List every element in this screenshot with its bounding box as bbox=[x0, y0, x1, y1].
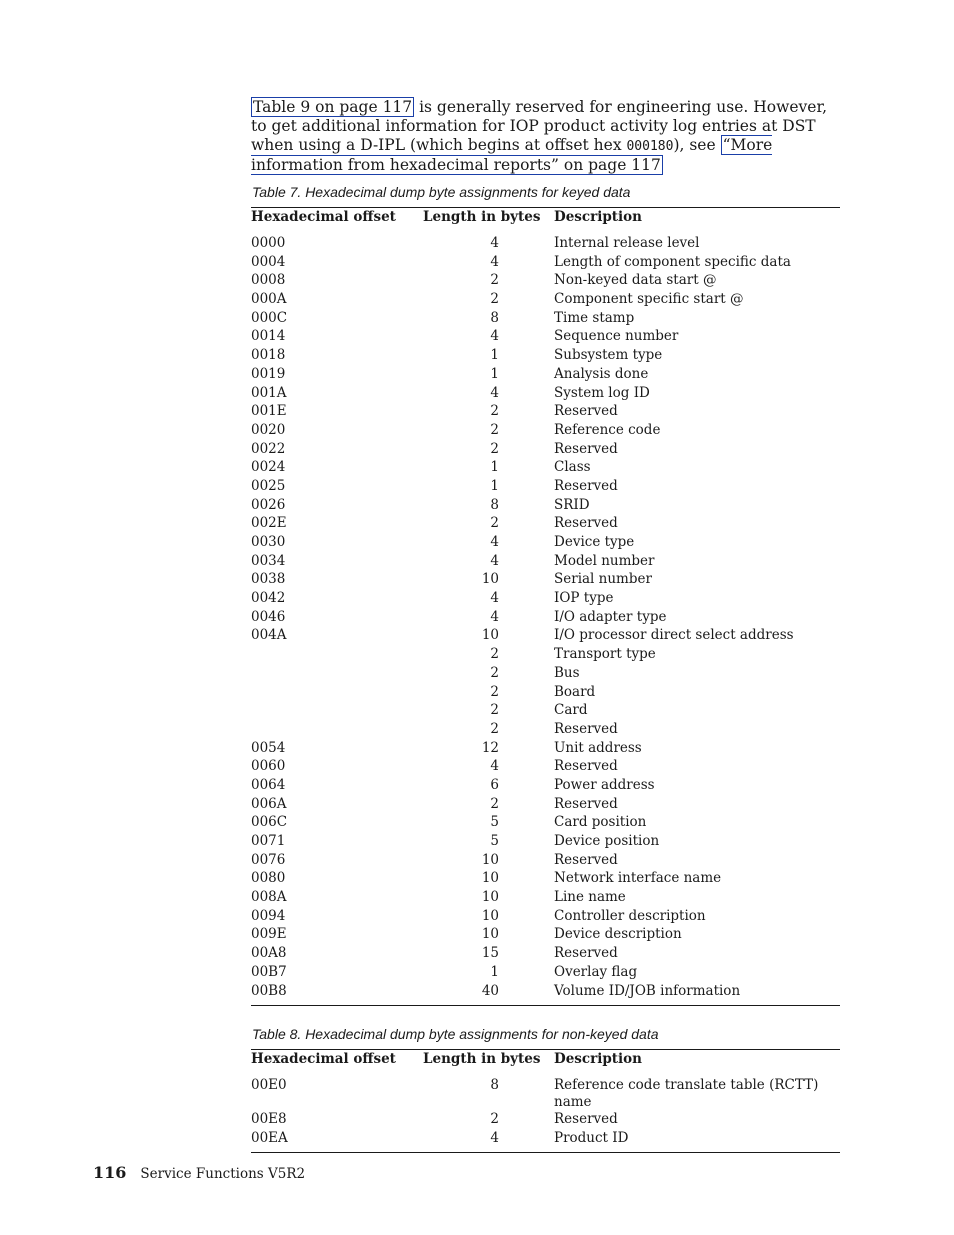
cell-description: Reference code bbox=[554, 421, 661, 438]
cell-offset: 0004 bbox=[251, 253, 286, 270]
cell-length-value: 2 bbox=[490, 646, 499, 663]
cell-description: Overlay flag bbox=[554, 963, 638, 980]
link-more-information[interactable]: “More information from hexadecimal reports” on page 117 bbox=[251, 136, 773, 174]
cell-description: System log ID bbox=[554, 384, 650, 401]
table7-header-row bbox=[251, 208, 840, 232]
table-row bbox=[251, 403, 840, 422]
header-description: Description bbox=[554, 1050, 840, 1074]
table-row bbox=[251, 231, 840, 254]
cell-length-value: 8 bbox=[490, 309, 499, 326]
table-row bbox=[251, 328, 840, 347]
table-row bbox=[251, 571, 840, 590]
cell-length-value: 5 bbox=[490, 814, 499, 831]
cell-description: IOP type bbox=[554, 590, 614, 607]
cell-length-value: 5 bbox=[490, 833, 499, 849]
table-row bbox=[251, 852, 840, 871]
cell-offset: 008A bbox=[251, 889, 287, 906]
cell-offset: 00E8 bbox=[251, 1111, 287, 1127]
cell-offset: 0022 bbox=[251, 440, 286, 457]
cell-length bbox=[423, 627, 554, 646]
cell-length-value: 40 bbox=[481, 982, 499, 999]
cell-length bbox=[423, 926, 554, 945]
table8-caption: Table 8. Hexadecimal dump byte assignments for non-keyed data bbox=[252, 1026, 659, 1042]
table-row bbox=[251, 889, 840, 908]
cell-offset: 001A bbox=[251, 384, 287, 401]
cell-length bbox=[423, 254, 554, 273]
cell-offset: 0000 bbox=[251, 235, 286, 251]
cell-length bbox=[423, 908, 554, 927]
cell-length-value: 2 bbox=[490, 702, 499, 719]
cell-description: Power address bbox=[554, 776, 655, 793]
cell-offset: 006A bbox=[251, 795, 287, 812]
table7-body bbox=[251, 231, 840, 1006]
cell-offset: 0020 bbox=[251, 421, 286, 438]
cell-length bbox=[423, 347, 554, 366]
table-row bbox=[251, 665, 840, 684]
cell-description: Serial number bbox=[554, 571, 652, 588]
table-row bbox=[251, 684, 840, 703]
cell-offset: 0080 bbox=[251, 870, 286, 887]
cell-offset: 001E bbox=[251, 403, 287, 420]
cell-length bbox=[423, 1111, 554, 1130]
cell-description: Reserved bbox=[554, 758, 618, 775]
cell-offset bbox=[251, 665, 423, 684]
intro-code-offset: 000180 bbox=[626, 139, 674, 154]
cell-length bbox=[423, 889, 554, 908]
cell-length-value: 1 bbox=[490, 459, 499, 476]
table-row bbox=[251, 870, 840, 889]
cell-length bbox=[423, 310, 554, 329]
cell-offset: 0042 bbox=[251, 590, 286, 607]
table-row bbox=[251, 908, 840, 927]
table-row bbox=[251, 385, 840, 404]
cell-description: Reserved bbox=[554, 1111, 618, 1127]
cell-length bbox=[423, 441, 554, 460]
cell-length bbox=[423, 459, 554, 478]
cell-offset bbox=[251, 721, 423, 740]
cell-length-value: 10 bbox=[481, 870, 499, 887]
cell-length bbox=[423, 272, 554, 291]
cell-length-value: 10 bbox=[481, 627, 499, 644]
cell-description: Sequence number bbox=[554, 328, 679, 345]
cell-description: Analysis done bbox=[554, 365, 649, 382]
table-row bbox=[251, 796, 840, 815]
cell-length bbox=[423, 945, 554, 964]
cell-offset: 006C bbox=[251, 814, 288, 831]
table-row bbox=[251, 926, 840, 945]
cell-length-value: 4 bbox=[490, 534, 499, 550]
cell-length-value: 4 bbox=[490, 253, 499, 270]
cell-length bbox=[423, 609, 554, 628]
cell-offset: 00B7 bbox=[251, 963, 287, 980]
table-row bbox=[251, 1111, 840, 1130]
link-table9[interactable]: Table 9 on page 117 bbox=[253, 98, 413, 116]
table-row bbox=[251, 983, 840, 1006]
cell-description: Reserved bbox=[554, 945, 618, 962]
table-row bbox=[251, 702, 840, 721]
cell-length-value: 8 bbox=[490, 1077, 499, 1093]
cell-length bbox=[423, 422, 554, 441]
cell-description: Reserved bbox=[554, 720, 618, 737]
cell-length bbox=[423, 497, 554, 516]
cell-length-value: 2 bbox=[490, 515, 499, 532]
cell-length-value: 6 bbox=[490, 776, 499, 793]
cell-length-value: 4 bbox=[490, 608, 499, 625]
cell-length-value: 1 bbox=[490, 477, 499, 494]
header-offset: Hexadecimal offset bbox=[251, 208, 423, 232]
book-title: Service Functions V5R2 bbox=[140, 1166, 306, 1182]
intro-paragraph bbox=[251, 98, 841, 175]
cell-length bbox=[423, 1130, 554, 1153]
cell-description: I/O adapter type bbox=[554, 608, 667, 625]
cell-offset: 0046 bbox=[251, 608, 286, 625]
cell-offset: 0019 bbox=[251, 365, 286, 382]
cell-offset: 0071 bbox=[251, 833, 286, 849]
cell-description: Reserved bbox=[554, 403, 618, 420]
cell-length-value: 4 bbox=[490, 552, 499, 569]
cell-offset: 0094 bbox=[251, 907, 286, 924]
cell-length bbox=[423, 796, 554, 815]
cell-offset: 002E bbox=[251, 515, 287, 532]
cell-length bbox=[423, 721, 554, 740]
cell-offset: 00A8 bbox=[251, 945, 287, 962]
cell-length bbox=[423, 590, 554, 609]
cell-length bbox=[423, 291, 554, 310]
cell-description: Reference code translate table (RCTT) name bbox=[554, 1077, 819, 1110]
table-row bbox=[251, 740, 840, 759]
cell-length bbox=[423, 403, 554, 422]
table-row bbox=[251, 497, 840, 516]
cell-length-value: 2 bbox=[490, 683, 499, 700]
cell-offset: 0024 bbox=[251, 459, 286, 476]
header-length: Length in bytes bbox=[423, 208, 554, 232]
cell-length-value: 4 bbox=[490, 328, 499, 345]
cell-description: Reserved bbox=[554, 515, 618, 532]
cell-description: Subsystem type bbox=[554, 347, 663, 364]
cell-length bbox=[423, 777, 554, 796]
table-row bbox=[251, 272, 840, 291]
cell-length bbox=[423, 515, 554, 534]
cell-length-value: 1 bbox=[490, 963, 499, 980]
cell-description: Card bbox=[554, 702, 588, 719]
table-row bbox=[251, 310, 840, 329]
cell-description: Reserved bbox=[554, 795, 618, 812]
cell-length-value: 2 bbox=[490, 291, 499, 308]
cell-length bbox=[423, 814, 554, 833]
table8-header-row bbox=[251, 1050, 840, 1074]
table-row bbox=[251, 627, 840, 646]
table-row bbox=[251, 814, 840, 833]
cell-offset: 0025 bbox=[251, 477, 286, 494]
cell-description: Reserved bbox=[554, 477, 618, 494]
cell-description: Reserved bbox=[554, 440, 618, 457]
cell-length-value: 4 bbox=[490, 1129, 499, 1146]
cell-description: Line name bbox=[554, 889, 626, 906]
table-row bbox=[251, 515, 840, 534]
cell-length-value: 12 bbox=[481, 739, 499, 756]
cell-offset bbox=[251, 702, 423, 721]
cell-length bbox=[423, 665, 554, 684]
table-row bbox=[251, 422, 840, 441]
cell-length bbox=[423, 534, 554, 553]
cell-description: Internal release level bbox=[554, 235, 700, 251]
cell-length bbox=[423, 385, 554, 404]
page-number: 116 bbox=[93, 1163, 127, 1182]
cell-offset: 00B8 bbox=[251, 983, 423, 1006]
cell-description: Device type bbox=[554, 534, 635, 550]
cell-length-value: 2 bbox=[490, 664, 499, 681]
cell-description: Model number bbox=[554, 552, 655, 569]
cell-length-value: 10 bbox=[481, 571, 499, 588]
cell-description: Volume ID/JOB information bbox=[554, 983, 840, 1006]
cell-length bbox=[423, 870, 554, 889]
cell-length bbox=[423, 366, 554, 385]
cell-offset: 0018 bbox=[251, 347, 286, 364]
cell-offset: 000A bbox=[251, 291, 287, 308]
cell-length-value: 1 bbox=[490, 365, 499, 382]
cell-length bbox=[423, 833, 554, 852]
cell-offset: 0064 bbox=[251, 776, 286, 793]
cell-description: Time stamp bbox=[554, 309, 635, 326]
table8 bbox=[251, 1049, 840, 1153]
table7-caption: Table 7. Hexadecimal dump byte assignments for keyed data bbox=[252, 184, 631, 200]
cell-offset: 0030 bbox=[251, 534, 286, 550]
cell-length-value: 4 bbox=[490, 235, 499, 251]
table-row bbox=[251, 646, 840, 665]
header-length: Length in bytes bbox=[423, 1050, 554, 1074]
cell-description: Device description bbox=[554, 926, 682, 943]
table7 bbox=[251, 207, 840, 1006]
table-row bbox=[251, 777, 840, 796]
table-row bbox=[251, 291, 840, 310]
table-row bbox=[251, 964, 840, 983]
intro-text-1: is generally reserved for engineering use. However, to get additional information for IOP product activity log entries at DST when using a D-IPL (which begins at offset hex bbox=[251, 98, 828, 154]
cell-offset: 0014 bbox=[251, 328, 286, 345]
cell-description: Card position bbox=[554, 814, 647, 831]
cell-offset: 00EA bbox=[251, 1130, 423, 1153]
table8-body bbox=[251, 1073, 840, 1153]
cell-description: Board bbox=[554, 683, 596, 700]
cell-description: Product ID bbox=[554, 1130, 840, 1153]
cell-description: I/O processor direct select address bbox=[554, 627, 794, 644]
cell-offset: 0008 bbox=[251, 272, 286, 289]
table-row bbox=[251, 553, 840, 572]
cell-length-value: 1 bbox=[490, 347, 499, 364]
cell-offset: 004A bbox=[251, 627, 287, 644]
cell-description: Bus bbox=[554, 664, 580, 681]
cell-offset: 0034 bbox=[251, 552, 286, 569]
cell-length-value: 2 bbox=[490, 272, 499, 289]
cell-length bbox=[423, 964, 554, 983]
intro-text-2: ), see bbox=[673, 136, 721, 154]
table-row bbox=[251, 459, 840, 478]
cell-length bbox=[423, 684, 554, 703]
cell-offset: 0054 bbox=[251, 739, 286, 756]
cell-description: SRID bbox=[554, 496, 590, 513]
cell-description: Network interface name bbox=[554, 870, 722, 887]
cell-length-value: 10 bbox=[481, 907, 499, 924]
cell-offset: 00E0 bbox=[251, 1077, 287, 1093]
table-row bbox=[251, 758, 840, 777]
cell-description: Device position bbox=[554, 833, 660, 849]
cell-length-value: 2 bbox=[490, 795, 499, 812]
cell-description: Component specific start @ bbox=[554, 291, 744, 308]
cell-length-value: 2 bbox=[490, 421, 499, 438]
table-row bbox=[251, 721, 840, 740]
table-row bbox=[251, 347, 840, 366]
cell-length bbox=[423, 852, 554, 871]
table-row bbox=[251, 833, 840, 852]
cell-length-value: 4 bbox=[490, 758, 499, 775]
cell-offset bbox=[251, 684, 423, 703]
page-footer bbox=[93, 1163, 305, 1182]
cell-length-value: 2 bbox=[490, 403, 499, 420]
cell-offset: 009E bbox=[251, 926, 287, 943]
table-row bbox=[251, 366, 840, 385]
cell-offset: 0060 bbox=[251, 758, 286, 775]
table-row bbox=[251, 441, 840, 460]
cell-offset: 0038 bbox=[251, 571, 286, 588]
cell-length-value: 2 bbox=[490, 1111, 499, 1127]
table-row bbox=[251, 1073, 840, 1111]
table-row bbox=[251, 534, 840, 553]
cell-length bbox=[423, 758, 554, 777]
cell-length-value: 4 bbox=[490, 590, 499, 607]
cell-offset bbox=[251, 646, 423, 665]
header-description: Description bbox=[554, 208, 840, 232]
table-row bbox=[251, 590, 840, 609]
cell-offset: 0076 bbox=[251, 851, 286, 868]
cell-length-value: 2 bbox=[490, 720, 499, 737]
cell-description: Controller description bbox=[554, 907, 706, 924]
header-offset: Hexadecimal offset bbox=[251, 1050, 423, 1074]
cell-length-value: 4 bbox=[490, 384, 499, 401]
cell-length-value: 10 bbox=[481, 889, 499, 906]
cell-length bbox=[423, 231, 554, 254]
cell-length-value: 10 bbox=[481, 926, 499, 943]
cell-length bbox=[423, 478, 554, 497]
cell-length bbox=[423, 646, 554, 665]
cell-description: Class bbox=[554, 459, 591, 476]
cell-description: Transport type bbox=[554, 646, 656, 663]
cell-offset: 0026 bbox=[251, 496, 286, 513]
cell-description: Length of component specific data bbox=[554, 253, 791, 270]
table-row bbox=[251, 478, 840, 497]
table-row bbox=[251, 254, 840, 273]
cell-length bbox=[423, 702, 554, 721]
cell-length-value: 8 bbox=[490, 496, 499, 513]
cell-length bbox=[423, 328, 554, 347]
cell-description: Non-keyed data start @ bbox=[554, 272, 717, 289]
cell-length bbox=[423, 983, 554, 1006]
cell-length bbox=[423, 571, 554, 590]
cell-length-value: 15 bbox=[481, 945, 499, 962]
table-row bbox=[251, 945, 840, 964]
cell-description: Unit address bbox=[554, 739, 642, 756]
cell-length-value: 2 bbox=[490, 440, 499, 457]
cell-description: Reserved bbox=[554, 851, 618, 868]
cell-length bbox=[423, 1073, 554, 1111]
cell-offset: 000C bbox=[251, 309, 288, 326]
cell-length bbox=[423, 740, 554, 759]
table-row bbox=[251, 1130, 840, 1153]
cell-length-value: 10 bbox=[481, 851, 499, 868]
cell-length bbox=[423, 553, 554, 572]
table-row bbox=[251, 609, 840, 628]
